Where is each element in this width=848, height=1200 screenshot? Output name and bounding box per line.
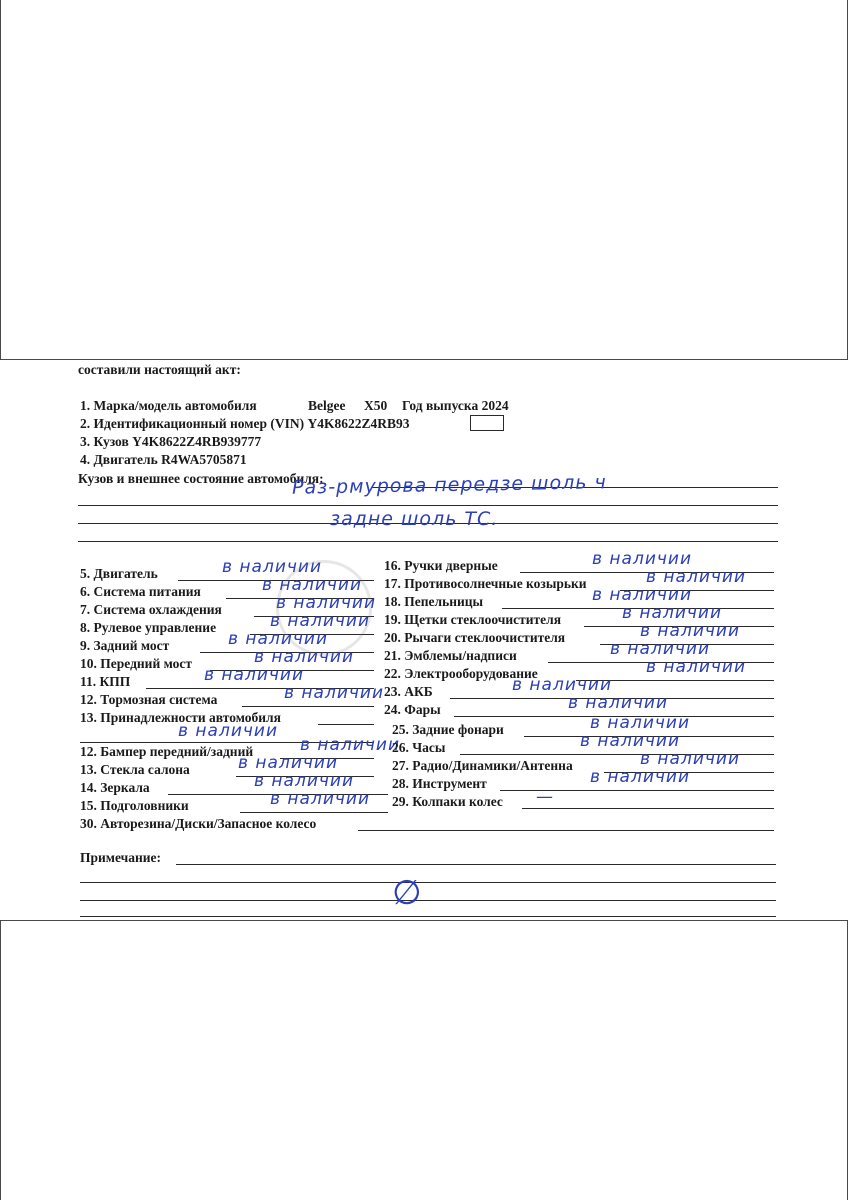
item-12-brake-handwritten: в наличии (284, 683, 385, 703)
item-13-glass-label: 13. Стекла салона (80, 762, 190, 777)
item-23-handwritten: в наличии (512, 675, 613, 695)
body-number-line: 3. Кузов Y4K8622Z4RB939777 (80, 434, 262, 449)
item-28-label: 28. Инструмент (392, 776, 487, 791)
item-8-handwritten: в наличии (270, 611, 371, 631)
body-condition-label: Кузов и внешнее состояние автомобиля: (78, 471, 324, 486)
item-9-label: 9. Задний мост (80, 638, 170, 653)
item-17-handwritten: в наличии (646, 567, 747, 587)
item-7-handwritten: в наличии (276, 593, 377, 613)
blank-top-area (0, 0, 848, 360)
note-line (176, 864, 776, 865)
rule-line (78, 505, 778, 506)
item-12-brake-label: 12. Тормозная система (80, 692, 218, 707)
intro-text: составили настоящий акт: (78, 362, 241, 377)
item-20-handwritten: в наличии (640, 621, 741, 641)
item-11-handwritten: в наличии (204, 665, 305, 685)
item-30-blank (358, 830, 774, 831)
note-line (80, 882, 776, 883)
item-13-accessories-blank (318, 724, 374, 725)
item-27-handwritten: в наличии (640, 749, 741, 769)
item-12-bumper-handwritten: в наличии (300, 735, 401, 755)
item-10-handwritten: в наличии (254, 647, 355, 667)
item-21-handwritten: в наличии (610, 639, 711, 659)
model-value: X50 (364, 398, 388, 413)
item-29-label: 29. Колпаки колес (392, 794, 503, 809)
item-13-accessories-handwritten: в наличии (178, 721, 279, 741)
note-strike-mark: ∅ (392, 873, 423, 913)
item-13-glass-handwritten: в наличии (238, 753, 339, 773)
item-14-handwritten: в наличии (254, 771, 355, 791)
vin-line: 2. Идентификационный номер (VIN) Y4K8622Z4RB93 (80, 416, 410, 431)
item-12-bumper-label: 12. Бампер передний/задний (80, 744, 254, 759)
item-13-accessories-label: 13. Принадлежности автомобиля (80, 710, 281, 725)
item-29-handwritten: — (536, 787, 554, 807)
item-25-handwritten: в наличии (590, 713, 691, 733)
make-value: Belgee (308, 398, 346, 413)
item-5-label: 5. Двигатель (80, 566, 158, 581)
item-16-handwritten: в наличии (592, 549, 693, 569)
engine-number-line: 4. Двигатель R4WA5705871 (80, 452, 247, 467)
item-10-label: 10. Передний мост (80, 656, 192, 671)
item-21-label: 21. Эмблемы/надписи (384, 648, 517, 663)
handwritten-damage-note-1: Раз-рмурова передзе шоль ч (291, 471, 607, 499)
note-line (80, 916, 776, 917)
item-9-handwritten: в наличии (228, 629, 329, 649)
note-line (80, 900, 776, 901)
item-15-blank (240, 812, 388, 813)
item-28-handwritten: в наличии (590, 767, 691, 787)
handwritten-damage-note-2: задне шоль ТС. (330, 508, 499, 530)
make-model-label: 1. Марка/модель автомобиля (80, 398, 257, 413)
item-7-label: 7. Система охлаждения (80, 602, 222, 617)
item-5-handwritten: в наличии (222, 557, 323, 577)
item-23-label: 23. АКБ (384, 684, 433, 699)
item-6-label: 6. Система питания (80, 584, 201, 599)
note-label: Примечание: (80, 850, 162, 865)
item-6-handwritten: в наличии (262, 575, 363, 595)
item-12-brake-blank (242, 706, 374, 707)
item-22-handwritten: в наличии (646, 657, 747, 677)
blank-bottom-area (0, 920, 848, 1200)
item-29-blank (522, 808, 774, 809)
item-18-handwritten: в наличии (592, 585, 693, 605)
item-17-label: 17. Противосолнечные козырьки (384, 576, 587, 591)
item-15-label: 15. Подголовники (80, 798, 189, 813)
vin-redaction-box (470, 415, 504, 431)
item-30-label: 30. Авторезина/Диски/Запасное колесо (80, 816, 317, 831)
act-document (0, 360, 848, 920)
item-24-handwritten: в наличии (568, 693, 669, 713)
year-value: Год выпуска 2024 (402, 398, 509, 413)
item-11-label: 11. КПП (80, 674, 131, 689)
watermark-stamp (276, 560, 372, 656)
item-18-label: 18. Пепельницы (384, 594, 484, 609)
item-8-label: 8. Рулевое управление (80, 620, 217, 635)
item-26-handwritten: в наличии (580, 731, 681, 751)
item-27-label: 27. Радио/Динамики/Антенна (392, 758, 573, 773)
item-14-label: 14. Зеркала (80, 780, 150, 795)
item-20-label: 20. Рычаги стеклоочистителя (384, 630, 566, 645)
item-19-label: 19. Щетки стеклоочистителя (384, 612, 562, 627)
item-16-label: 16. Ручки дверные (384, 558, 498, 573)
item-15-handwritten: в наличии (270, 789, 371, 809)
item-24-label: 24. Фары (384, 702, 441, 717)
rule-line (78, 541, 778, 542)
item-26-label: 26. Часы (392, 740, 446, 755)
item-25-label: 25. Задние фонари (392, 722, 504, 737)
item-22-label: 22. Электрооборудование (384, 666, 538, 681)
item-19-handwritten: в наличии (622, 603, 723, 623)
